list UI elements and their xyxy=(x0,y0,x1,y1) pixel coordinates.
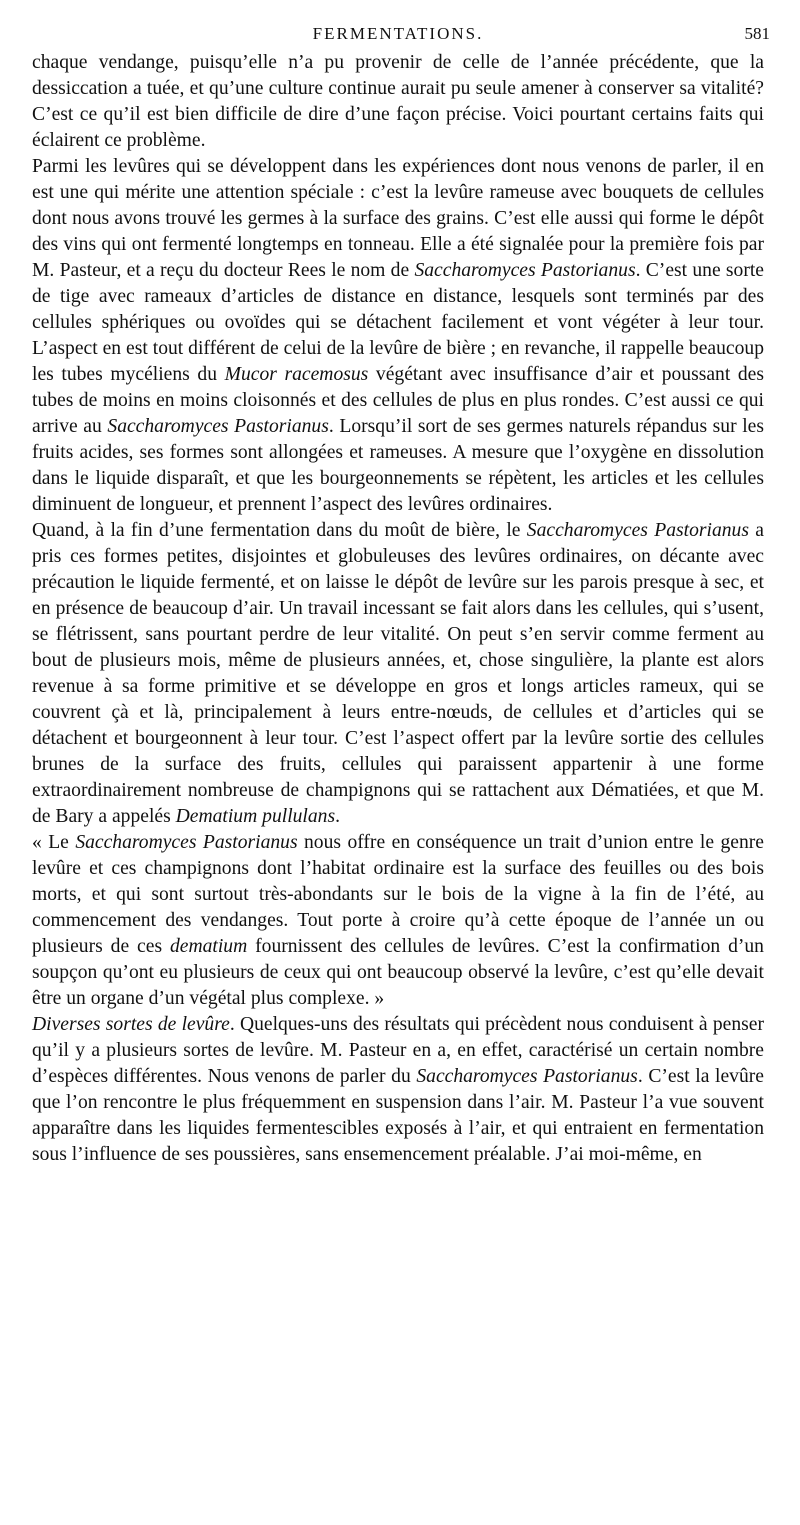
running-title: FERMENTATIONS. xyxy=(312,24,484,43)
italic-run: Saccharomyces Pastorianus xyxy=(416,1066,638,1087)
text-run: . C’est une sorte de tige avec rameaux d’articles de distance en distance, lesquels sont terminés par des cellules sphériques ou ovoïdes qui se détachent facilement et vont végéter à leur tour. L’aspect en est tout différent de celui de la levûre de bière ; en revanche, il rappelle beaucoup les tubes mycéliens du xyxy=(32,260,764,385)
text-run: chaque vendange, puisqu’elle n’a pu provenir de celle de l’année précédente, que la dessiccation a tuée, et qu’une culture continue aurait pu seule amener à conserver sa vitalité? C’est ce qu’il est bien difficile de dire d’une façon précise. Voici pourtant certains faits qui éclairent ce problème. xyxy=(32,52,764,151)
italic-run: Saccharomyces Pastorianus xyxy=(414,260,636,281)
text-run: Parmi les levûres qui se développent dans les expériences dont nous venons de parler, il en est une qui mérite une attention spéciale : c’est la levûre rameuse avec bouquets de cellules dont nous avons trouvé les germes à la surface des grains. C’est elle aussi qui forme le dépôt des vins qui ont fermenté longtemps en tonneau. Elle a été signalée pour la première fois par M. Pasteur, et a reçu du docteur Rees le nom de xyxy=(32,156,764,281)
italic-run: Diverses sortes de levûre xyxy=(32,1014,230,1035)
text-run: a pris ces formes petites, disjointes et globuleuses des levûres ordinaires, on décante avec précaution le liquide fermenté, et on laisse le dépôt de levûre sur les parois presque à sec, et en présence de beaucoup d’air. Un travail incessant se fait alors dans les cellules, qui s’usent, se flétrissent, sans pourtant perdre de leur vitalité. On peut s’en servir comme ferment au bout de plusieurs mois, même de plusieurs années, et, chose singulière, la plante est alors revenue à sa forme primitive et se développe en gros et longs articles rameux, qui se couvrent çà et là, principalement à leurs entre-nœuds, de cellules et d’articles qui se détachent et bourgeonnent à leur tour. C’est l’aspect offert par la levûre sortie des cellules brunes de la surface des fruits, cellules qui paraissent appartenir à une forme extraordinairement nombreuse de champignons qui se rattachent aux Dématiées, et que M. de Bary a appelés xyxy=(32,520,764,827)
paragraph xyxy=(32,50,764,154)
text-run: . xyxy=(335,806,340,827)
running-header xyxy=(32,24,770,50)
italic-run: Saccharomyces Pastorianus xyxy=(526,520,749,541)
text-run: fournissent des cellules de levûres. C’est la confirmation d’un soupçon qu’ont eu plusieurs de ceux qui ont beaucoup observé la levûre, c’est qu’elle devait être un organe d’un végétal plus complexe. » xyxy=(32,936,764,1009)
italic-run: Mucor racemosus xyxy=(224,364,369,385)
text-run: . Lorsqu’il sort de ses germes naturels répandus sur les fruits acides, ses formes sont allongées et rameuses. A mesure que l’oxygène en dissolution dans le liquide disparaît, et que les bourgeonnements se répètent, les articles et les cellules diminuent de longueur, et prennent l’aspect des levûres ordinaires. xyxy=(32,416,764,515)
italic-run: Saccharomyces Pastorianus xyxy=(107,416,329,437)
italic-run: Dematium pullulans xyxy=(175,806,336,827)
italic-run: dematium xyxy=(169,936,248,957)
text-run: . Quelques-uns des résultats qui précèdent nous conduisent à penser qu’il y a plusieurs sortes de levûre. M. Pasteur en a, en effet, caractérisé un certain nombre d’espèces différentes. Nous venons de parler du xyxy=(32,1014,764,1087)
italic-run: Saccharomyces Pastorianus xyxy=(75,832,298,853)
text-run: . C’est la levûre que l’on rencontre le plus fréquemment en suspension dans l’air. M. Pasteur l’a vue souvent apparaître dans les liquides fermentescibles exposés à l’air, et qui entraient en fermentation sous l’influence de ses poussières, sans ensemencement préalable. J’ai moi-même, en xyxy=(32,1066,764,1165)
paragraph xyxy=(32,518,764,830)
page xyxy=(32,24,770,1168)
body-text xyxy=(32,50,764,1168)
paragraph xyxy=(32,1012,764,1168)
page-number: 581 xyxy=(744,24,770,43)
text-run: « Le xyxy=(32,832,76,853)
text-run: Quand, à la fin d’une fermentation dans du moût de bière, le xyxy=(32,520,527,541)
paragraph xyxy=(32,830,764,1012)
text-run: nous offre en conséquence un trait d’union entre le genre levûre et ces champignons dont l’habitat ordinaire est la surface des feuilles ou des bois morts, et qui sont surtout très-abondants sur le bois de la vigne à la fin de l’été, au commencement des vendanges. Tout porte à croire qu’à cette époque de l’année un ou plusieurs de ces xyxy=(32,832,764,957)
paragraph xyxy=(32,154,764,518)
text-run: végétant avec insuffisance d’air et poussant des tubes de moins en moins cloisonnés et des cellules de plus en plus rondes. C’est aussi ce qui arrive au xyxy=(32,364,765,437)
